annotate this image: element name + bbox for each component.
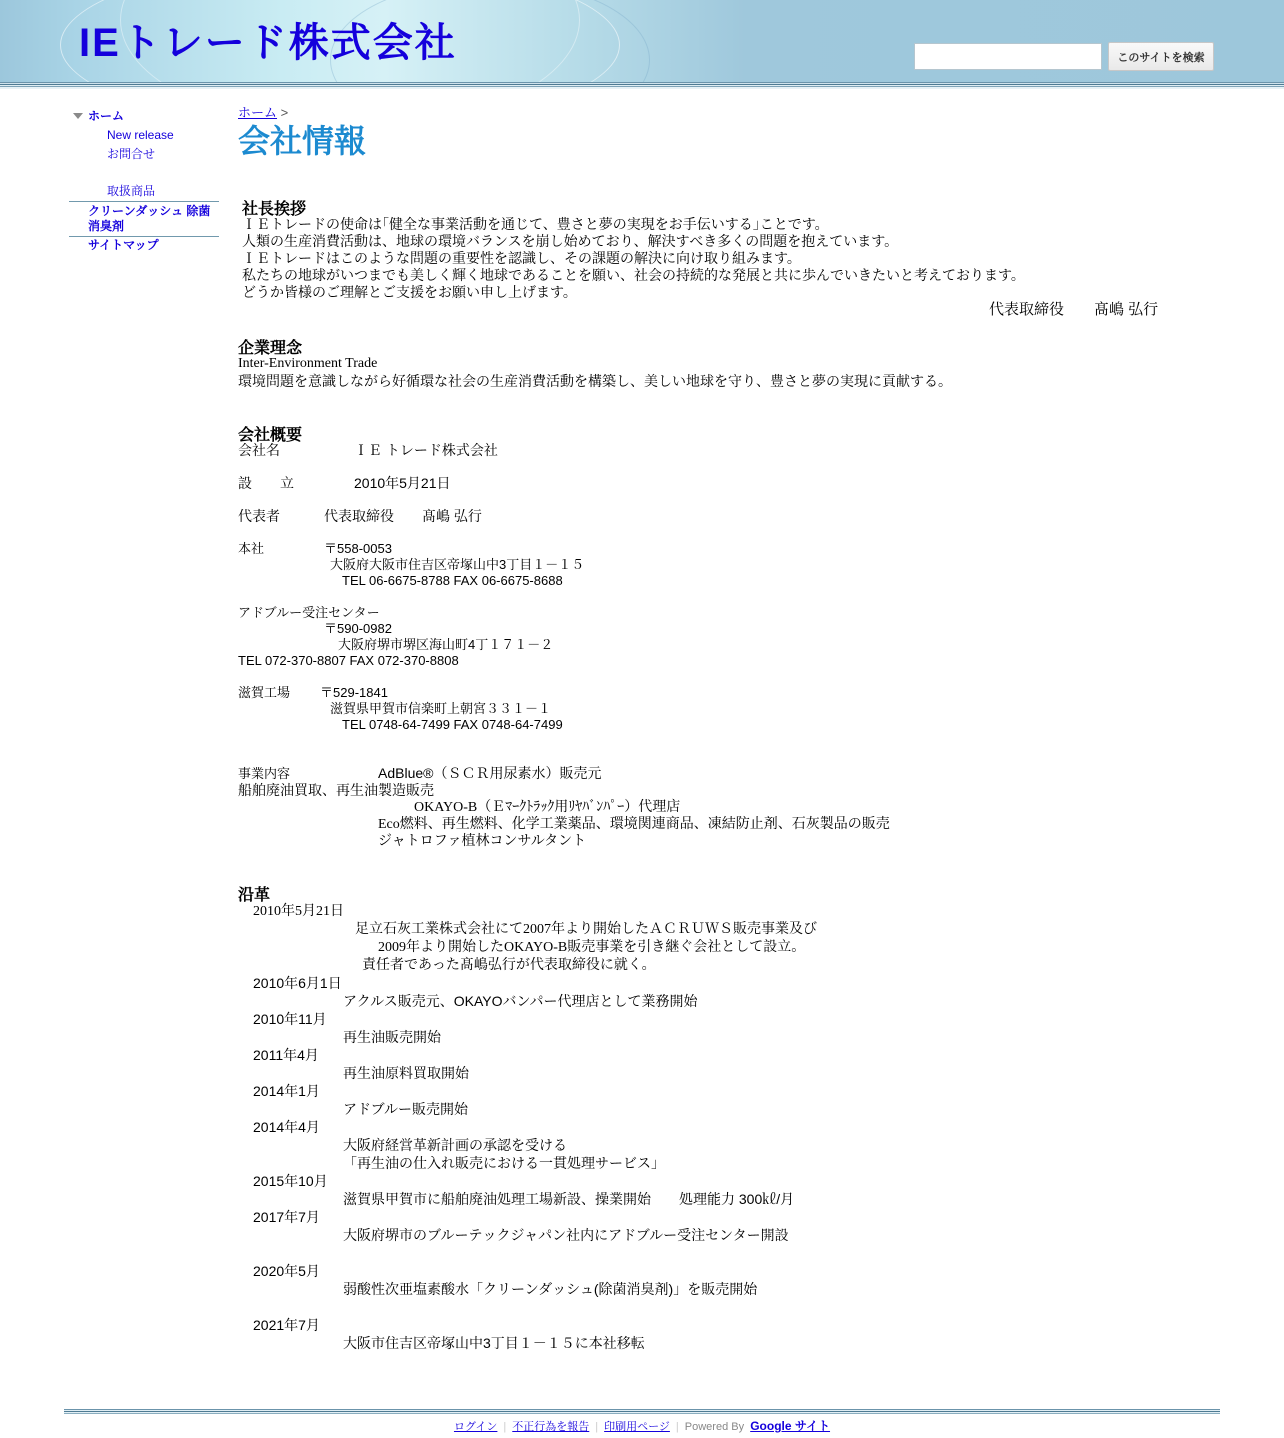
history-text: 足立石灰工業株式会社にて2007年より開始したＡＣＲＵＷＳ販売事業及び [355,922,817,937]
sidebar-item-home[interactable] [69,107,124,125]
search-input[interactable] [914,43,1102,70]
search-button[interactable]: このサイトを検索 [1108,42,1214,71]
founded-label: 設 立 [238,475,294,491]
greeting-heading: 社長挨拶 [242,201,307,218]
greeting-line: 人類の生産消費活動は、地球の環境バランスを崩し始めており、解決すべき多くの問題を抱えています。 [242,233,899,249]
expand-triangle-icon[interactable] [73,113,83,119]
founded-value: 2010年5月21日 [354,475,451,491]
business-item: ジャトロファ植林コンサルタント [378,834,587,849]
history-date: 2014年1月 [253,1083,320,1099]
history-text: 滋賀県甲賀市に船舶廃油処理工場新設、操業開始 処理能力 300㎘/月 [343,1191,795,1207]
print-page-link[interactable]: 印刷用ページ [604,1421,670,1433]
google-sites-link[interactable]: Google サイト [750,1419,831,1433]
business-item: 船舶廃油買取、再生油製造販売 [238,782,434,798]
overview-heading: 会社概要 [238,427,303,444]
business-item: AdBlue®（ＳＣＲ用尿素水）販売元 [378,765,602,781]
history-text: 大阪府堺市のブルーテックジャパン社内にアドブルー受注センター開設 [343,1227,789,1243]
history-date: 2015年10月 [253,1173,328,1189]
philosophy-heading: 企業理念 [238,340,303,357]
history-heading: 沿革 [238,887,271,904]
history-date: 2014年4月 [253,1119,320,1135]
breadcrumb-separator: > [280,105,289,120]
history-date: 2010年6月1日 [253,975,342,991]
business-item: Eco燃料、再生燃料、化学工業薬品、環境関連商品、凍結防止剤、石灰製品の販売 [378,817,890,832]
history-date: 2020年5月 [253,1263,320,1279]
footer-separator: | [503,1421,507,1433]
sidebar-item-contact[interactable]: お問合せ [107,147,156,161]
company-name-label: 会社名 [238,442,280,458]
history-date: 2017年7月 [253,1209,320,1225]
powered-by-text: Powered By [684,1421,745,1433]
philosophy-line: Inter-Environment Trade [238,356,378,371]
sidebar-item-sitemap[interactable]: サイトマップ [88,238,159,252]
representative-value: 代表取締役 髙嶋 弘行 [324,508,482,524]
sidebar-divider [69,201,219,202]
hq-address: 大阪府大阪市住吉区帝塚山中3丁目１－１５ [330,557,585,572]
sidebar-item-products[interactable]: 取扱商品 [107,184,156,198]
history-text: 再生油原料買取開始 [343,1065,469,1081]
hq-zip: 〒558-0053 [324,541,392,556]
history-text: 再生油販売開始 [343,1029,441,1045]
history-text: 2009年より開始したOKAYO-B販売事業を引き継ぐ会社として設立。 [378,940,806,955]
report-abuse-link[interactable]: 不正行為を報告 [512,1421,590,1433]
sidebar-item-clean-dash[interactable]: クリーンダッシュ 除菌消臭剤 [88,204,211,233]
page-title: 会社情報 [238,123,367,159]
site-title[interactable]: IEトレード株式会社 [79,21,457,65]
business-item: OKAYO-B（Ｅﾏｰｸﾄﾗｯｸ用ﾘﾔﾊﾞﾝﾊﾟｰ）代理店 [414,800,681,815]
sidebar-item-new-release[interactable]: New release [107,128,174,142]
representative-label: 代表者 [238,508,280,524]
history-date: 2010年5月21日 [253,904,344,919]
shiga-zip: 〒529-1841 [320,685,388,700]
history-date: 2021年7月 [253,1317,320,1333]
footer-divider [64,1409,1220,1415]
login-link[interactable]: ログイン [453,1421,498,1433]
history-text: アドブルー販売開始 [343,1101,469,1117]
shiga-address: 滋賀県甲賀市信楽町上朝宮３３１－１ [330,701,552,716]
adblue-tel: TEL 072-370-8807 FAX 072-370-8808 [238,653,459,668]
site-header [0,0,1284,82]
adblue-center-label: アドブルー受注センター [238,605,380,620]
history-text: アクルス販売元、OKAYOバンパー代理店として業務開始 [343,993,698,1009]
greeting-line: ＩＥトレードの使命は｢健全な事業活動を通じて、豊さと夢の実現をお手伝いする｣ことです。 [242,216,829,232]
footer-separator: | [595,1421,599,1433]
site-footer [0,1419,1284,1434]
history-text: 責任者であった髙嶋弘行が代表取締役に就く。 [362,958,656,973]
history-text: 「再生油の仕入れ販売における一貫処理サービス」 [343,1155,665,1171]
hq-label: 本社 [238,541,265,556]
sidebar-divider [69,236,219,237]
breadcrumb-home-link[interactable]: ホーム [238,105,278,120]
hq-tel: TEL 06-6675-8788 FAX 06-6675-8688 [342,573,563,588]
shiga-factory-label: 滋賀工場 [238,685,291,700]
adblue-zip: 〒590-0982 [324,621,392,636]
history-text: 弱酸性次亜塩素酸水「クリーンダッシュ(除菌消臭剤)」を販売開始 [343,1281,758,1297]
sidebar-item-label: ホーム [88,109,125,123]
greeting-line: 私たちの地球がいつまでも美しく輝く地球であることを願い、社会の持続的な発展と共に歩んでいきたいと考えております。 [242,267,1025,283]
adblue-address: 大阪府堺市堺区海山町4丁１７１－２ [338,637,554,652]
header-divider [0,82,1284,89]
breadcrumb [238,102,288,121]
greeting-line: ＩＥトレードはこのような問題の重要性を認識し、その課題の解決に向け取り組みます。 [242,250,801,266]
footer-separator: | [675,1421,679,1433]
philosophy-line: 環境問題を意識しながら好循環な社会の生産消費活動を構築し、美しい地球を守り、豊さと夢の実現に貢献する。 [238,373,952,389]
history-text: 大阪府経営革新計画の承認を受ける [343,1137,567,1153]
company-name-value: ＩＥ トレード株式会社 [354,442,498,458]
history-date: 2011年4月 [253,1047,319,1063]
history-text: 大阪市住吉区帝塚山中3丁目１－１５に本社移転 [343,1335,645,1351]
history-date: 2010年11月 [253,1011,327,1027]
greeting-line: どうか皆様のご理解とご支援をお願い申し上げます。 [242,284,577,300]
greeting-signature: 代表取締役 髙嶋 弘行 [989,301,1159,318]
shiga-tel: TEL 0748-64-7499 FAX 0748-64-7499 [342,717,563,732]
business-label: 事業内容 [238,766,291,781]
